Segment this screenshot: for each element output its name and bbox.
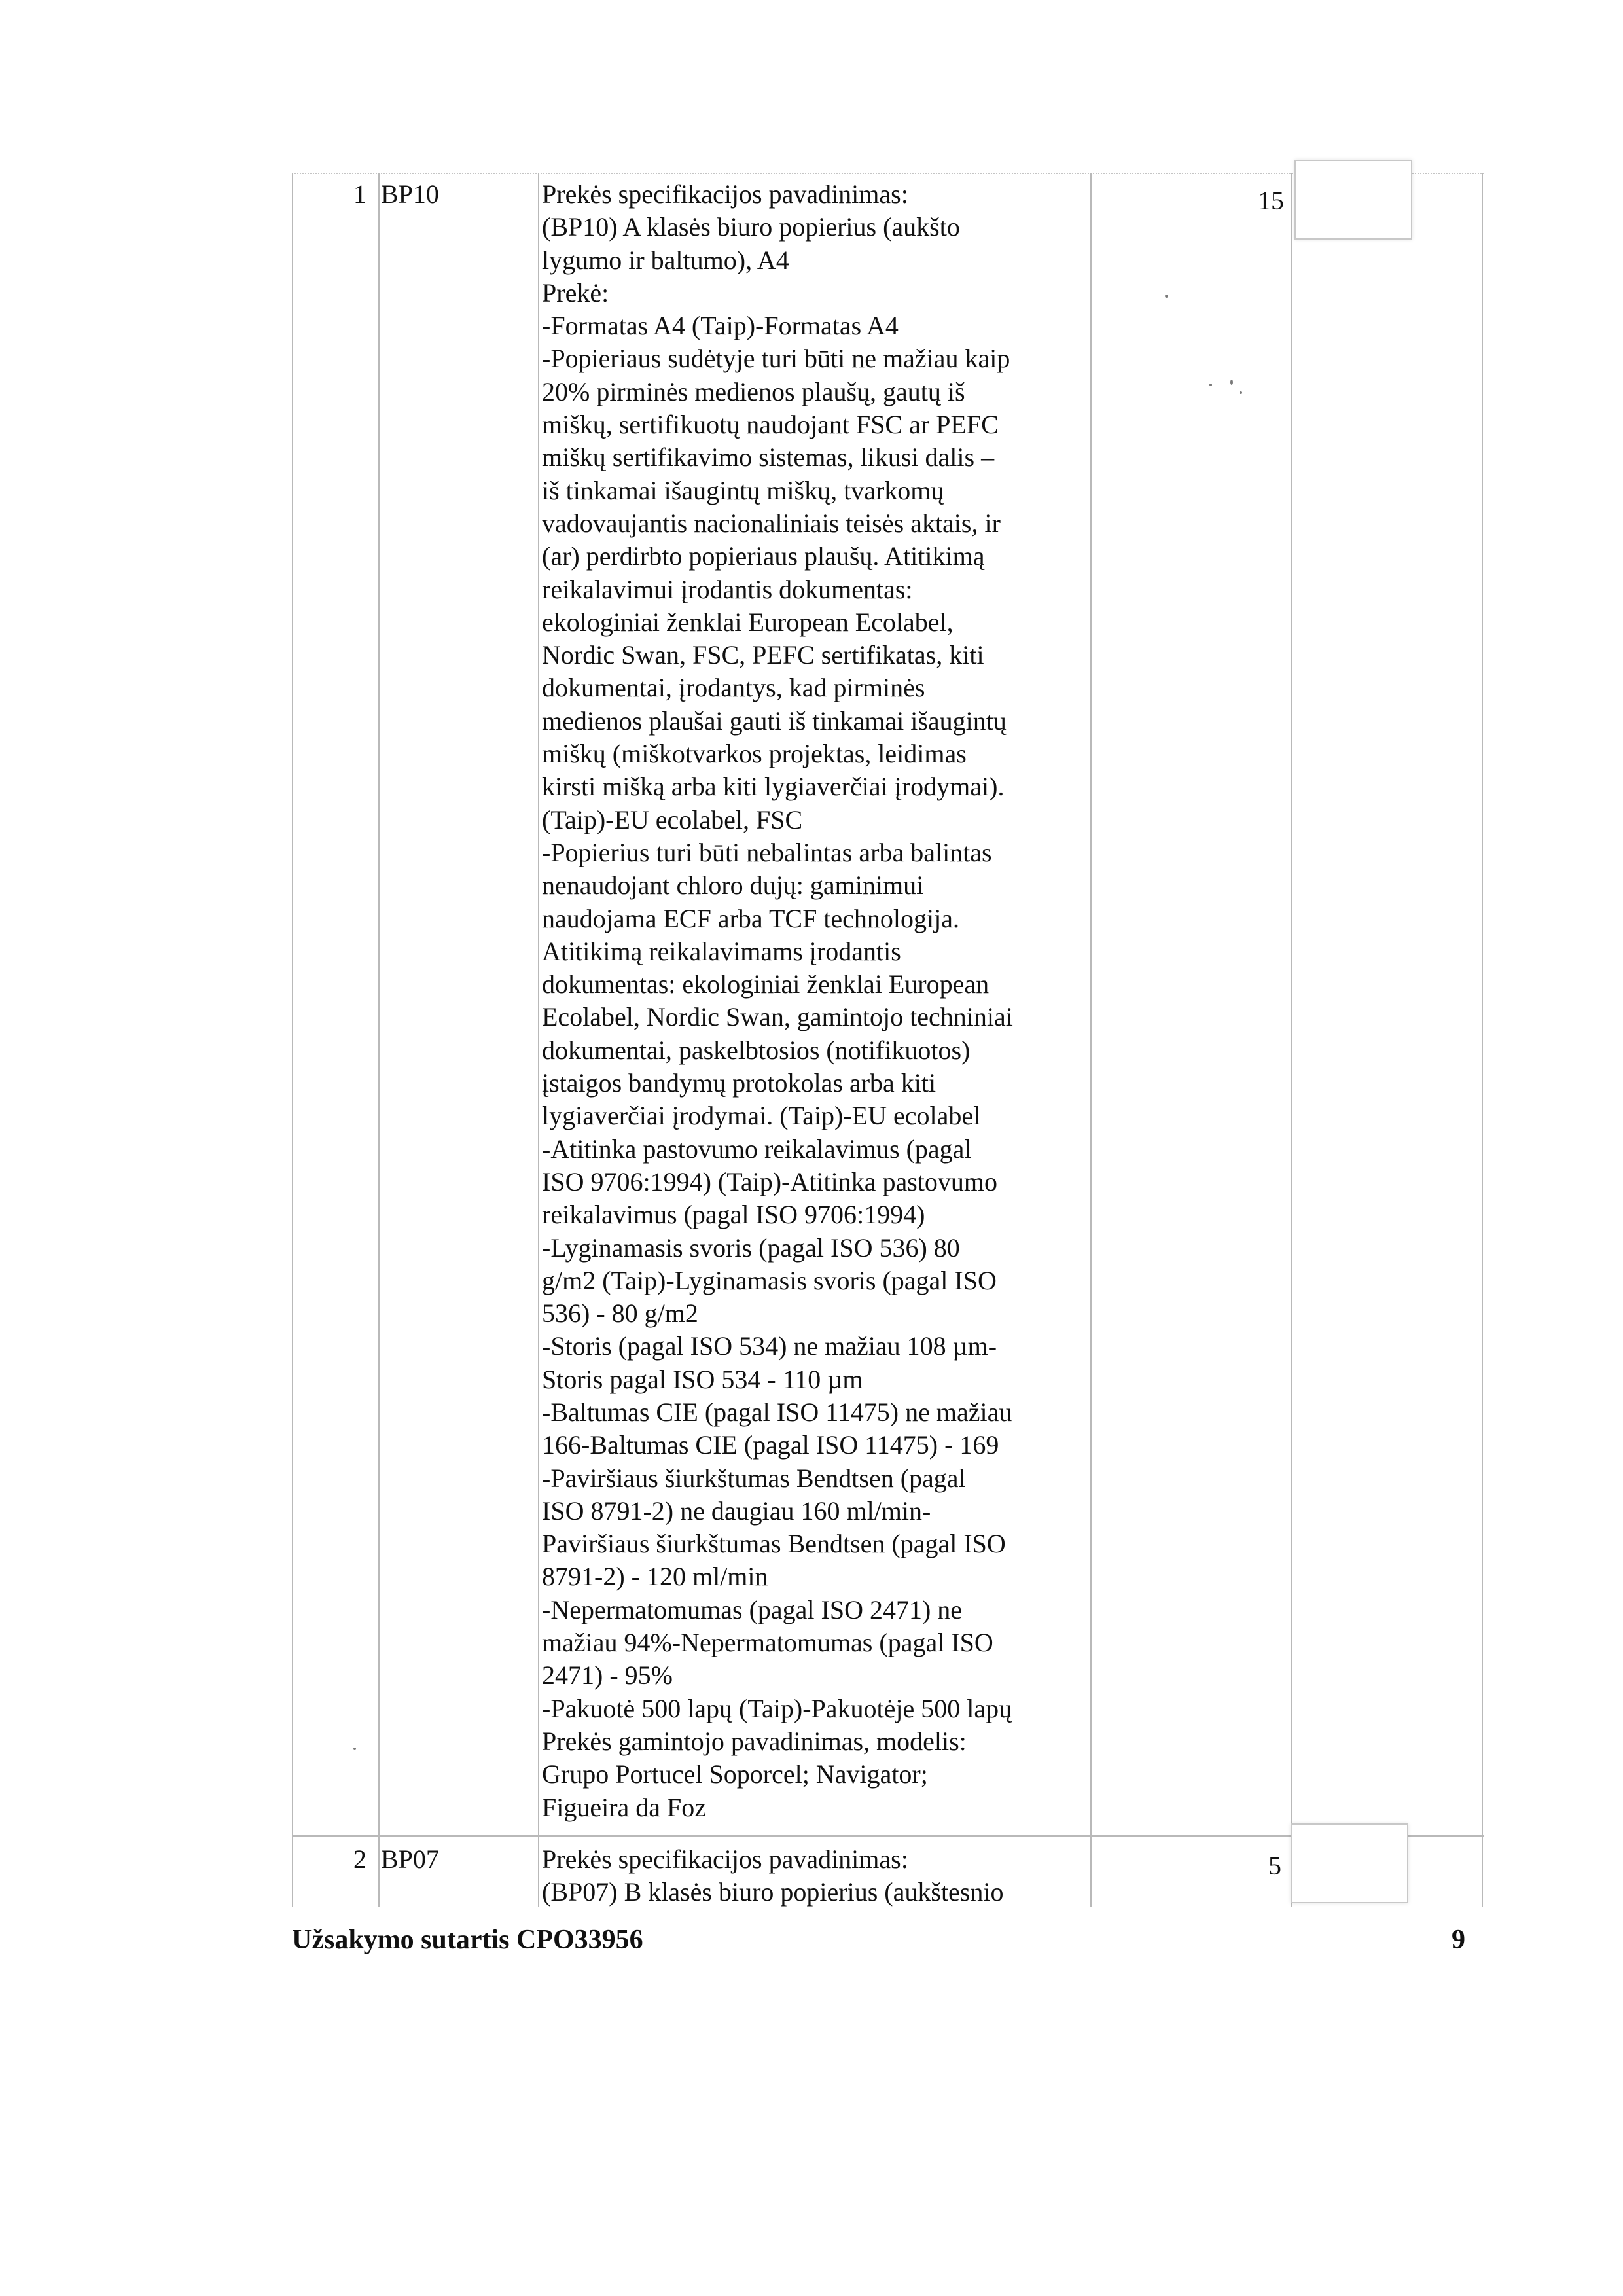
- description-line: Atitikimą reikalavimams įrodantis: [542, 936, 901, 966]
- footer-page-number: 9: [1452, 1925, 1465, 1955]
- description-line: Prekės specifikacijos pavadinimas:: [542, 1844, 908, 1874]
- description-line: įstaigos bandymų protokolas arba kiti: [542, 1068, 936, 1098]
- description-line: vadovaujantis nacionaliniais teisės aktais, ir: [542, 508, 1001, 538]
- description-line: -Storis (pagal ISO 534) ne mažiau 108 µm-: [542, 1331, 997, 1361]
- table-left-border: [292, 173, 293, 1907]
- description-line: -Popieriaus sudėtyje turi būti ne mažiau kaip: [542, 344, 1010, 374]
- scan-speck: [1230, 380, 1233, 385]
- description-line: reikalavimui įrodantis dokumentas:: [542, 574, 913, 604]
- description-line: 20% pirminės medienos plaušų, gautų iš: [542, 376, 965, 406]
- row-1-code: BP10: [381, 179, 439, 209]
- description-line: nenaudojant chloro dujų: gaminimui: [542, 870, 924, 901]
- footer-contract-title: Užsakymo sutartis CPO33956: [292, 1925, 643, 1955]
- column-divider-code: [538, 173, 539, 1907]
- scan-speck: [1240, 391, 1242, 394]
- row-2-code: BP07: [381, 1844, 439, 1874]
- description-line: Figueira da Foz: [542, 1792, 707, 1822]
- row-2-number: 2: [353, 1844, 366, 1874]
- scan-tab-top: [1294, 160, 1412, 240]
- description-line: lygiaverčiai įrodymai. (Taip)-EU ecolabel: [542, 1101, 981, 1131]
- description-line: reikalavimus (pagal ISO 9706:1994): [542, 1200, 925, 1230]
- description-line: Prekė:: [542, 278, 609, 308]
- column-divider-quantity: [1291, 173, 1292, 1907]
- description-line: Prekės gamintojo pavadinimas, modelis:: [542, 1726, 967, 1756]
- description-line: dokumentai, paskelbtosios (notifikuotos): [542, 1035, 971, 1065]
- description-line: Storis pagal ISO 534 - 110 µm: [542, 1364, 863, 1394]
- description-line: -Lyginamasis svoris (pagal ISO 536) 80: [542, 1232, 960, 1263]
- row-2-description: [542, 1843, 1092, 1909]
- description-line: -Formatas A4 (Taip)-Formatas A4: [542, 311, 899, 341]
- description-line: lygumo ir baltumo), A4: [542, 245, 789, 275]
- description-line: iš tinkamai išaugintų miškų, tvarkomų: [542, 475, 944, 505]
- description-line: mažiau 94%-Nepermatomumas (pagal ISO: [542, 1628, 993, 1658]
- row-1-description: [542, 178, 1092, 1824]
- row-1-quantity: 15: [1258, 186, 1284, 215]
- description-line: -Nepermatomumas (pagal ISO 2471) ne: [542, 1594, 963, 1624]
- description-line: (BP10) A klasės biuro popierius (aukšto: [542, 212, 960, 242]
- description-line: kirsti mišką arba kiti lygiaverčiai įrodymai).: [542, 772, 1005, 802]
- description-line: miškų sertifikavimo sistemas, likusi dalis –: [542, 442, 995, 473]
- scan-speck: [1165, 295, 1168, 298]
- description-line: miškų, sertifikuotų naudojant FSC ar PEFC: [542, 410, 999, 440]
- description-line: g/m2 (Taip)-Lyginamasis svoris (pagal ISO: [542, 1265, 997, 1295]
- description-line: naudojama ECF arba TCF technologija.: [542, 903, 960, 933]
- scan-speck: [353, 1748, 356, 1750]
- description-line: ekologiniai ženklai European Ecolabel,: [542, 607, 954, 637]
- description-line: Paviršiaus šiurkštumas Bendtsen (pagal ISO: [542, 1529, 1006, 1559]
- row-1-number: 1: [353, 179, 366, 209]
- description-line: Ecolabel, Nordic Swan, gamintojo techniniai: [542, 1002, 1013, 1032]
- description-line: -Baltumas CIE (pagal ISO 11475) ne mažiau: [542, 1397, 1012, 1427]
- description-line: (Taip)-EU ecolabel, FSC: [542, 804, 803, 834]
- description-line: 2471) - 95%: [542, 1660, 673, 1691]
- description-line: (BP07) B klasės biuro popierius (aukštesnio: [542, 1877, 1004, 1907]
- description-line: Grupo Portucel Soporcel; Navigator;: [542, 1759, 928, 1789]
- scan-tab-bottom: [1291, 1823, 1408, 1903]
- description-line: medienos plaušai gauti iš tinkamai išaugintų: [542, 706, 1007, 736]
- description-line: 536) - 80 g/m2: [542, 1299, 698, 1329]
- description-line: -Atitinka pastovumo reikalavimus (pagal: [542, 1134, 972, 1164]
- description-line: -Popierius turi būti nebalintas arba balintas: [542, 837, 992, 867]
- description-line: miškų (miškotvarkos projektas, leidimas: [542, 739, 967, 769]
- row-2-quantity: 5: [1268, 1851, 1281, 1880]
- column-divider-number: [378, 173, 380, 1907]
- description-line: 8791-2) - 120 ml/min: [542, 1562, 768, 1592]
- description-line: dokumentai, įrodantys, kad pirminės: [542, 673, 925, 703]
- description-line: Nordic Swan, FSC, PEFC sertifikatas, kiti: [542, 640, 984, 670]
- description-line: (ar) perdirbto popieriaus plaušų. Atitikimą: [542, 541, 985, 571]
- description-line: ISO 9706:1994) (Taip)-Atitinka pastovumo: [542, 1166, 997, 1196]
- description-line: -Paviršiaus šiurkštumas Bendtsen (pagal: [542, 1463, 966, 1493]
- scan-speck: [1209, 384, 1212, 386]
- description-line: dokumentas: ekologiniai ženklai European: [542, 969, 990, 999]
- description-line: ISO 8791-2) ne daugiau 160 ml/min-: [542, 1496, 931, 1526]
- description-line: -Pakuotė 500 lapų (Taip)-Pakuotėje 500 lapų: [542, 1693, 1012, 1723]
- description-line: 166-Baltumas CIE (pagal ISO 11475) - 169: [542, 1430, 999, 1460]
- table-right-border: [1482, 173, 1483, 1907]
- description-line: Prekės specifikacijos pavadinimas:: [542, 179, 908, 209]
